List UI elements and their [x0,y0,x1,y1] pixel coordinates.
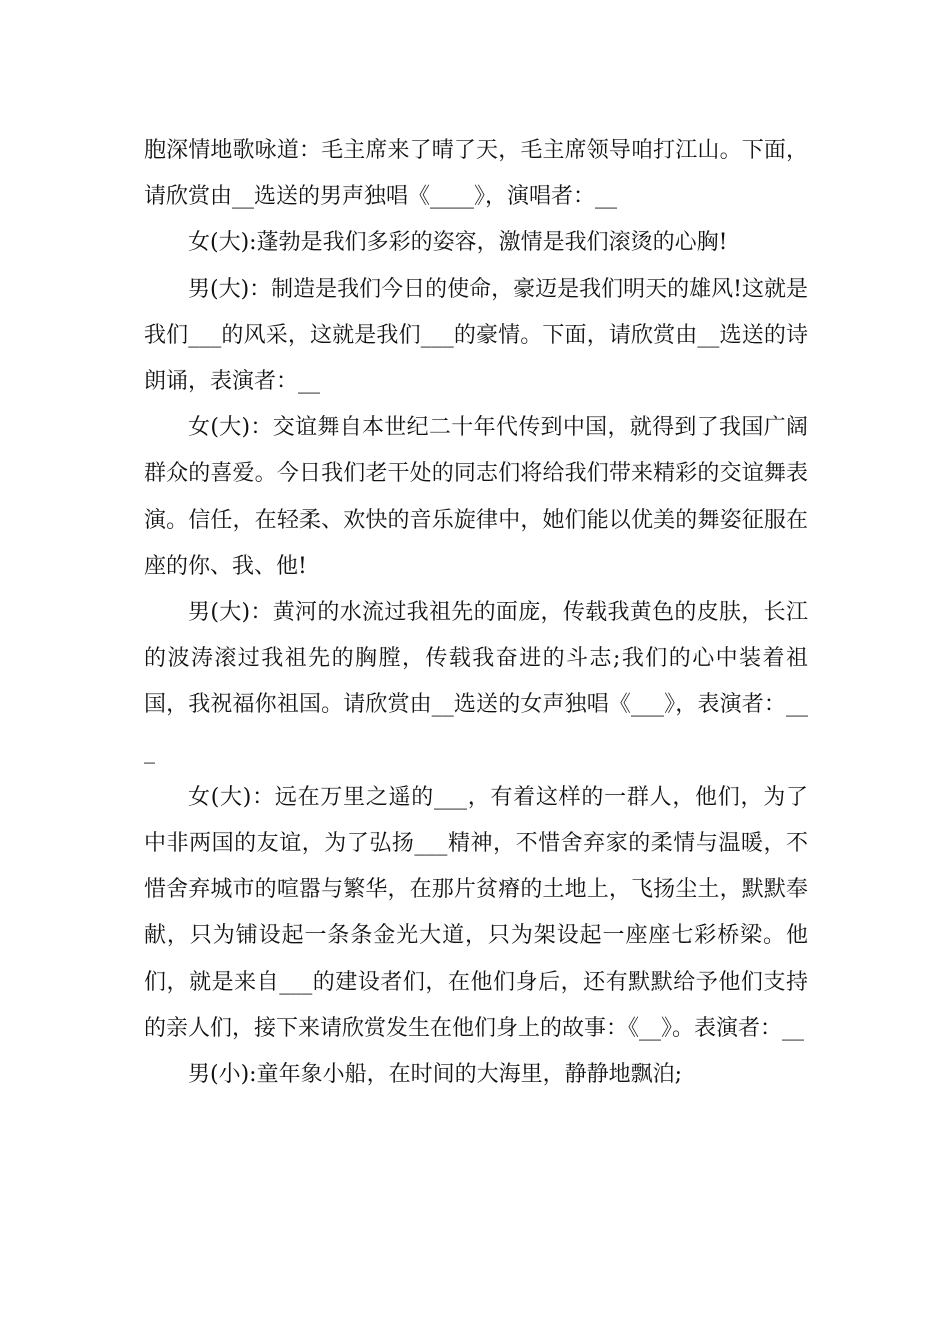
paragraph-7: 男(小):童年象小船，在时间的大海里，静静地飘泊; [188,1062,682,1088]
paragraph-6: 女(大)：远在万里之遥的___，有着这样的一群人，他们，为了中非两国的友谊，为了弘扬___精神，不惜舍弃家的柔情与温暖，不惜舍弃城市的喧嚣与繁华，在那片贫瘠的土地上，飞扬尘土，默默奉献，只为铺设起一条条金光大道，只为架设起一座座七彩桥梁。他们，就是来自___的建设者们，在他们身后，还有默默给予他们支持的亲人们，接下来请欣赏发生在他们身上的故事：《__》。表演者：__ [144,784,808,1041]
paragraph-1: 胞深情地歌咏道：毛主席来了晴了天，毛主席领导咱打江山。下面，请欣赏由__选送的男声独唱《____》，演唱者：__ [144,138,808,210]
paragraph-5: 男(大)：黄河的水流过我祖先的面庞，传载我黄色的皮肤，长江的波涛滚过我祖先的胸膛，传载我奋进的斗志;我们的心中装着祖国，我祝福你祖国。请欣赏由__选送的女声独唱《___》，表演者：___ [144,600,808,764]
document-body [144,128,808,1098]
paragraph-2: 女(大):蓬勃是我们多彩的姿容，激情是我们滚烫的心胸! [188,230,728,256]
paragraph-4: 女(大)：交谊舞自本世纪二十年代传到中国，就得到了我国广阔群众的喜爱。今日我们老干处的同志们将给我们带来精彩的交谊舞表演。信任，在轻柔、欢快的音乐旋律中，她们能以优美的舞姿征服在座的你、我、他! [144,415,808,579]
paragraph-3: 男(大)：制造是我们今日的使命，豪迈是我们明天的雄风!这就是我们___的风采，这就是我们___的豪情。下面，请欣赏由__选送的诗朗诵，表演者：__ [144,276,809,395]
